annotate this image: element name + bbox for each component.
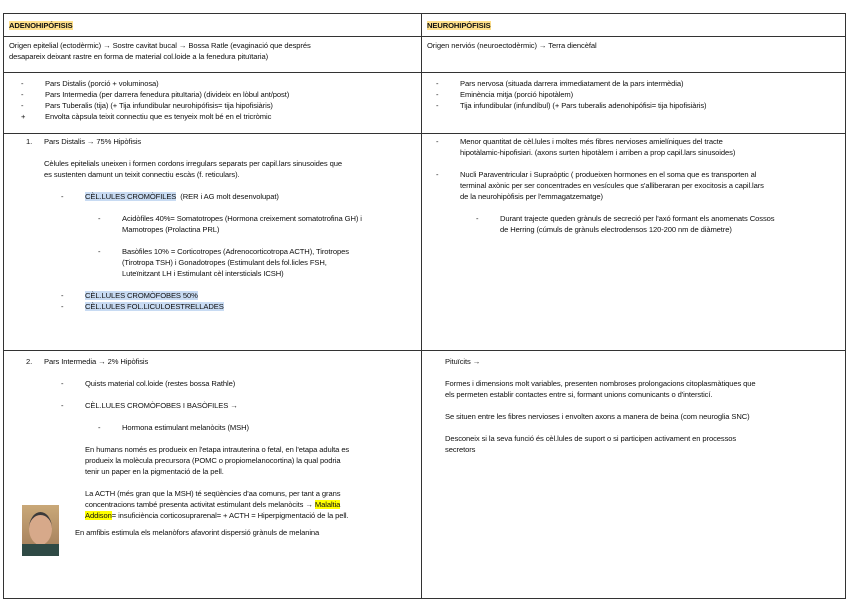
item-text: Pars nervosa (situada darrera immediatament de la pars intermèdia) (460, 79, 684, 88)
adeno-parts (4, 73, 422, 134)
list-item: - Eminència mitja (porció hipotàlem) (436, 90, 574, 99)
list-item (21, 78, 416, 89)
pituicits-cell (422, 351, 846, 599)
adeno-title-cell (4, 14, 422, 37)
list-item: - Menor quantitat de cèl.lules i moltes més fibres nervioses amielíniques del tracte hipotàlamic-hipofisiari. (axons surten hipotàlem i arriben a prop capil.lars sinusoides) (436, 137, 736, 157)
origin-line: Origen nerviós (neuroectodèrmic) → Terra diencèfal (427, 41, 597, 50)
list-item (21, 111, 416, 122)
bullet: - (21, 101, 24, 110)
acidofiles-item: - Acidòfiles 40%= Somatotropes (Hormona creixement somatotrofina GH) i Mamotropes (Prolactina PRL) (98, 214, 362, 234)
basofiles-item: - Basòfiles 10% = Corticotropes (Adrenocorticotropa ACTH), Tirotropes (Tirotropa TSH) i Gonadotropes (Estimulant dels fol.licles FSH, Luteïnitzant LH i Estimulant cèl intersticials ICSH) (98, 247, 349, 278)
desc-line: Cèlules epitelials uneixen i formen cordons irregulars separats per capil.lars sinusoides que (44, 159, 342, 168)
list-item: - Tija infundibular (infundíbul) (+ Pars tuberalis adenohipófisi= tija hipofisiàris) (436, 101, 707, 110)
distalis-heading: 1. Pars Distalis → 75% Hipòfisis (26, 137, 142, 146)
neuro-origin (422, 37, 846, 73)
text-line: secretors (445, 445, 476, 454)
text-line: els permeten establir contactes entre si, formant unions comunicants o d'intersticí. (445, 390, 713, 399)
item-text: Pars Tuberalis (tija) (+ Tija infundibular neurohipófisis= tija hipofisiàris) (45, 101, 273, 110)
desc-line: es sustenten damunt un teixit connectiu escàs (f. reticulars). (44, 170, 240, 179)
pars-distalis-cell (4, 134, 422, 351)
cromofiles-item: - CÈL.LULES CROMÒFILES (RER i AG molt desenvolupat) (61, 192, 279, 201)
pars-intermedia-cell (4, 351, 422, 599)
origin-line: Origen epitelial (ectodèrmic) → Sostre cavitat bucal → Bossa Ratle (evaginació que després (9, 41, 311, 50)
bullet: - (21, 90, 24, 99)
text-line: Desconeix si la seva funció és cèl.lules de suport o si participen activament en processos (445, 434, 737, 443)
adeno-title: ADENOHIPÓFISIS (9, 21, 73, 30)
foliculo-item: - CÈL.LULES FOL.LICULOESTRELLADES (61, 302, 224, 311)
intermedia-heading: 2. Pars Intermedia → 2% Hipòfisis (26, 357, 149, 366)
list-item: - Pars nervosa (situada darrera immediatament de la pars intermèdia) (436, 79, 684, 88)
amfibis-text: En amfibis estimula els melanòfors afavorint dispersió grànuls de melanina (75, 528, 320, 537)
text-line: Formes i dimensions molt variables, presenten nombroses prolongacions citoplasmàtiques que (445, 379, 756, 388)
neuro-title: NEUROHIPÓFISIS (427, 21, 491, 30)
bullet: + (21, 112, 26, 121)
origin-line: desapareix deixant rastre en forma de material col.loide a la fenedura pituïtaria) (9, 52, 268, 61)
person-photo (22, 505, 59, 556)
item-text: Tija infundibular (infundíbul) (+ Pars tuberalis adenohipófisi= tija hipofisiàris) (460, 101, 707, 110)
acth-paragraph: La ACTH (més gran que la MSH) té seqüències d'aa comuns, per tant a grans concentracions també presenta activitat estimulant dels melanòcits → Malaltia Addison= insuficiència corticosuprarenal= + ACTH = Hiperpigmentació de la pell. (85, 489, 349, 520)
bullet: - (21, 79, 24, 88)
list-item: - Nucli Paraventricular i Supraòptic ( produeixen hormones en el soma que es transporten al terminal axònic per ser concentrades en vesícules que s'alliberaran per exocitosis a capil.lars de la neurohipòfisis per l'emmagatzematge) (436, 170, 764, 201)
cromofobes-item: - CÈL.LULES CROMÒFOBES 50% (61, 291, 198, 300)
item-text: Pars Intermedia (per darrera fenedura pituïtaria) (divideix en lòbul ant/post) (45, 90, 290, 99)
item-text: Eminència mitja (porció hipotàlem) (460, 90, 574, 99)
hypophysis-table (3, 13, 846, 599)
pituicits-heading: Pituïcits → (445, 357, 481, 366)
msh-item: - Hormona estimulant melanòcits (MSH) (98, 423, 249, 432)
malaltia-highlight: Malaltia (314, 500, 341, 509)
neuro-parts (422, 73, 846, 134)
cells-item: - CÈL.LULES CROMÒFOBES I BASÒFILES → (61, 401, 238, 410)
list-item (21, 100, 416, 111)
text-line: Se situen entre les fibres nervioses i envolten axons a manera de beina (com neuroglia SNC) (445, 412, 750, 421)
list-item (21, 89, 416, 100)
neuro-title-cell (422, 14, 846, 37)
item-text: Pars Distalis (porció + voluminosa) (45, 79, 159, 88)
list-item: - Durant trajecte queden grànuls de secreció per l'axó formant els anomenats Cossos de Herring (cúmuls de grànuls electrodensos 120-200 nm de diàmetre) (476, 214, 775, 234)
item-text: Envolta càpsula teixit connectiu que es tenyeix molt bé en el tricròmic (45, 112, 272, 121)
humans-paragraph: En humans només es produeix en l'etapa intrauterina o fetal, en l'etapa adulta es produeix la molècula precursora (POMC o propiomelanocortina) la qual podria tenir un paper en la pigmentació de la pell. (85, 445, 350, 476)
adeno-origin (4, 37, 422, 73)
addison-highlight: Addison (85, 511, 112, 520)
neuro-fibres-cell (422, 134, 846, 351)
quists-item: - Quists material col.loide (restes bossa Rathle) (61, 379, 236, 388)
